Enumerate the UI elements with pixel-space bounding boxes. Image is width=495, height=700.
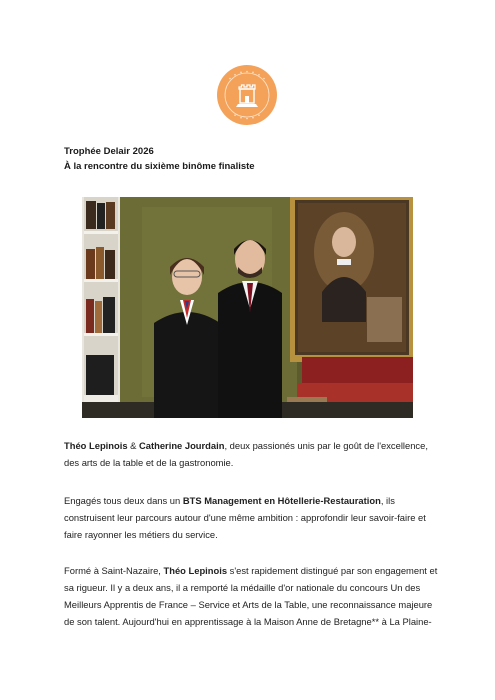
name-theo: Théo Lepinois [64,440,128,451]
article-header [64,144,444,174]
studies-post: , ils construisent leur parcours autour d'une même ambition : approfondir leur savoir-faire et faire rayonner les métiers du service. [64,495,426,540]
duo-portrait-photo [82,197,413,418]
intro-paragraph [64,437,444,471]
theo-paragraph [64,562,444,630]
theo-post: s'est rapidement distingué par son engagement et sa rigueur. Il y a deux ans, il a remporté la médaille d'or nationale du concours Un des Meilleurs Apprentis de France – Service et Arts de la Table, une reconnaissance majeure de son talent. Aujourd'hui en apprentissage à la Maison Anne de Bretagne** à La Plaine- [64,565,438,627]
name-catherine: Catherine Jourdain [139,440,225,451]
article-title: À la rencontre du sixième binôme finaliste [64,161,255,172]
intro-text: , deux passionés unis par le goût de l'excellence, des arts de la table et de la gastronomie. [64,440,428,468]
theo-name: Théo Lepinois [163,565,228,576]
studies-pre: Engagés tous deux dans un [64,495,183,506]
bts-program: BTS Management en Hôtellerie-Restauration [182,495,381,506]
trophy-logo [217,65,277,125]
tower-crest-icon [217,65,277,125]
studies-paragraph [64,492,444,543]
ampersand: & [127,440,140,451]
theo-pre: Formé à Saint-Nazaire, [64,565,164,576]
article-kicker: Trophée Delair 2026 [64,146,154,157]
